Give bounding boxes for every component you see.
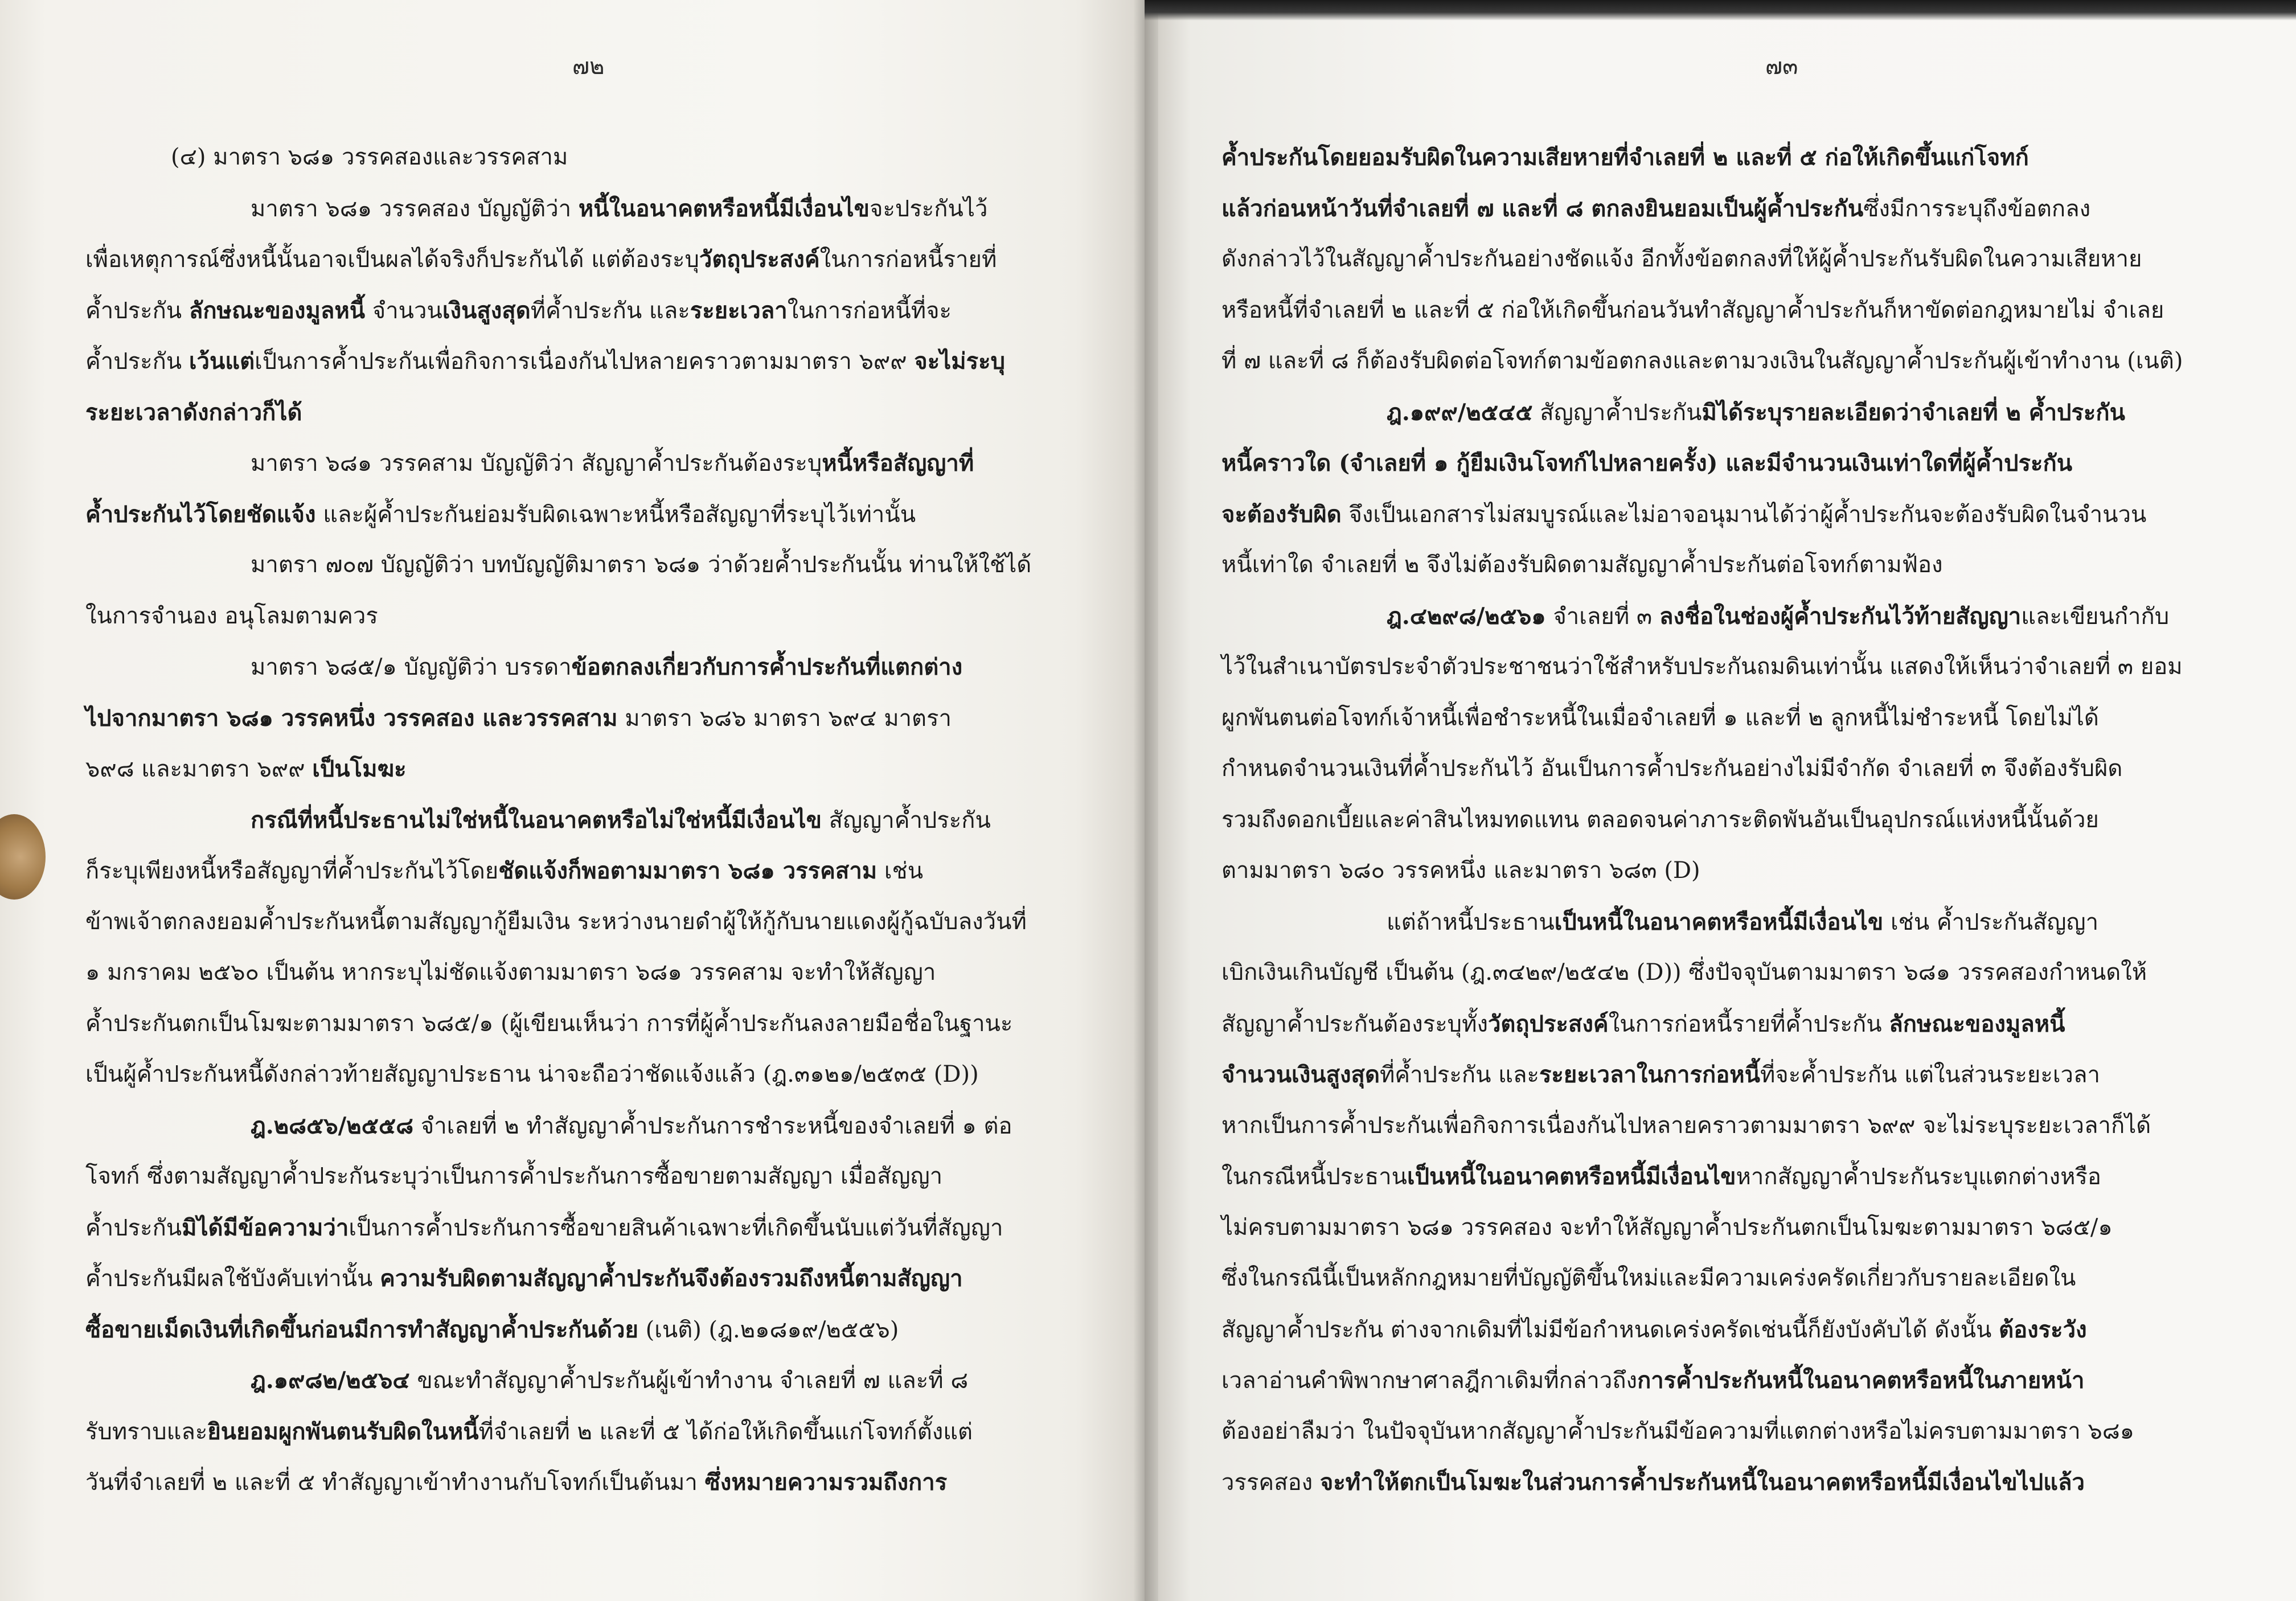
bold-text: ฎ.๒๘๕๖/๒๕๕๘ [251, 1112, 414, 1139]
left-text-line [85, 897, 1076, 948]
text-run: เวลาอ่านคำพิพากษาศาลฎีกาเดิมที่กล่าวถึง [1221, 1368, 1638, 1394]
text-run: ๖๙๘ และมาตรา ๖๙๙ [85, 756, 313, 782]
bold-text: ฎ.๑๙๘๒/๒๕๖๔ [251, 1367, 410, 1394]
text-run: ตามมาตรา ๖๘๐ วรรคหนึ่ง และมาตรา ๖๘๓ (D) [1221, 857, 1700, 884]
bold-text: จะไม่ระบุ [914, 348, 1006, 375]
bold-text: ต้องระวัง [1999, 1316, 2087, 1343]
left-text-line [85, 1101, 1076, 1152]
right-page-body [1221, 132, 2246, 1508]
text-run: ผูกพันตนต่อโจทก์เจ้าหนี้เพื่อชำระหนี้ในเมื่อจำเลยที่ ๑ และที่ ๒ ลูกหนี้ไม่ชำระหนี้ โดยไม่ได้ [1221, 704, 2099, 731]
bold-text: เงินสูงสุด [442, 297, 531, 324]
right-text-line [1221, 1355, 2246, 1406]
bold-text: มิได้ระบุรายละเอียดว่าจำเลยที่ ๒ ค้ำประกัน [1702, 399, 2125, 426]
text-run: ซึ่งในกรณีนี้เป็นหลักกฎหมายที่บัญญัติขึ้นใหม่และมีความเคร่งครัดเกี่ยวกับรายละเอียดใน [1221, 1265, 2076, 1291]
left-text-line [85, 489, 1076, 540]
text-run: มาตรา ๗๐๗ บัญญัติว่า บทบัญญัติมาตรา ๖๘๑ ว่าด้วยค้ำประกันนั้น ท่านให้ใช้ได้ [251, 552, 1032, 578]
right-text-line [1221, 234, 2246, 285]
text-run: หนี้เท่าใด จำเลยที่ ๒ จึงไม่ต้องรับผิดตามสัญญาค้ำประกันต่อโจทก์ตามฟ้อง [1221, 552, 1943, 578]
text-run: (๔) มาตรา ๖๘๑ วรรคสองและวรรคสาม [171, 144, 568, 170]
left-text-line [85, 642, 1076, 693]
text-run: แต่ถ้าหนี้ประธาน [1387, 909, 1555, 935]
text-run: หรือหนี้ที่จำเลยที่ ๒ และที่ ๕ ก่อให้เกิดขึ้นก่อนวันทำสัญญาค้ำประกันก็หาขัดต่อกฎหมายไม่ จำเลย [1221, 297, 2164, 323]
left-page [0, 0, 1145, 1601]
left-text-line [85, 540, 1076, 591]
right-text-line [1221, 1151, 2246, 1202]
bold-text: จะต้องรับผิด [1221, 500, 1342, 528]
text-run: และผู้ค้ำประกันย่อมรับผิดเฉพาะหนี้หรือสัญญาที่ระบุไว้เท่านั้น [315, 501, 916, 528]
text-run: เบิกเงินเกินบัญชี เป็นต้น (ฎ.๓๔๒๙/๒๕๔๒ (D)) ซึ่งปัจจุบันตามมาตรา ๖๘๑ วรรคสองกำหนดให้ [1221, 959, 2147, 986]
bold-text: ค้ำประกันโดยยอมรับผิดในความเสียหายที่จำเลยที่ ๒ และที่ ๕ ก่อให้เกิดขึ้นแก่โจทก์ [1221, 144, 2029, 171]
text-run: เป็นการค้ำประกันการซื้อขายสินค้าเฉพาะที่เกิดขึ้นนับแต่วันที่สัญญา [348, 1214, 1003, 1241]
right-text-line [1221, 1202, 2246, 1254]
left-text-line [85, 591, 1076, 642]
bold-text: การค้ำประกันหนี้ในอนาคตหรือหนี้ในภายหน้า [1637, 1367, 2085, 1394]
left-page-body [85, 132, 1076, 1508]
right-text-line [1221, 642, 2246, 693]
bold-text: เป็นหนี้ในอนาคตหรือหนี้มีเงื่อนไข [1554, 908, 1884, 935]
text-run: และเขียนกำกับ [2021, 603, 2170, 630]
bold-text: ความรับผิดตามสัญญาค้ำประกันจึงต้องรวมถึงหนี้ตามสัญญา [380, 1265, 963, 1292]
bold-text: ระยะเวลาดังกล่าวก็ได้ [85, 399, 302, 426]
right-text-line [1221, 795, 2246, 846]
text-run: โจทก์ ซึ่งตามสัญญาค้ำประกันระบุว่าเป็นการค้ำประกันการซื้อขายตามสัญญา เมื่อสัญญา [85, 1163, 943, 1189]
left-text-line [85, 845, 1076, 897]
bold-text: ข้อตกลงเกี่ยวกับการค้ำประกันที่แตกต่าง [571, 654, 963, 680]
left-text-line [85, 999, 1076, 1050]
bold-text: ยินยอมผูกพันตนรับผิดในหนี้ [207, 1418, 479, 1445]
text-run: ในการก่อหนี้ที่จะ [787, 297, 952, 324]
left-page-number: ๗๒ [572, 54, 605, 80]
text-run: ต้องอย่าลืมว่า ในปัจจุบันหากสัญญาค้ำประกันมีข้อความที่แตกต่างหรือไม่ครบตามมาตรา ๖๘๑ [1221, 1418, 2135, 1444]
text-run: (เนติ) (ฎ.๒๑๘๑๙/๒๕๕๖) [638, 1316, 899, 1343]
text-run: ดังกล่าวไว้ในสัญญาค้ำประกันอย่างชัดแจ้ง อีกทั้งข้อตกลงที่ให้ผู้ค้ำประกันรับผิดในความเสียหาย [1221, 246, 2142, 272]
bold-text: กรณีที่หนี้ประธานไม่ใช่หนี้ในอนาคตหรือไม่ใช่หนี้มีเงื่อนไข [251, 806, 822, 834]
right-text-line [1221, 1406, 2246, 1458]
left-text-line [85, 183, 1076, 235]
right-text-line [1221, 387, 2246, 438]
text-run: จำนวน [365, 297, 442, 324]
right-page-number: ๗๓ [1765, 54, 1798, 80]
left-text-line [85, 947, 1076, 999]
text-run: สัญญาค้ำประกัน ต่างจากเดิมที่ไม่มีข้อกำหนดเคร่งครัดเช่นนี้ก็ยังบังคับได้ ดังนั้น [1221, 1316, 1999, 1343]
text-run: จะประกันไว้ [870, 195, 988, 222]
text-run: หากเป็นการค้ำประกันเพื่อกิจการเนื่องกันไปหลายคราวตามมาตรา ๖๙๙ จะไม่ระบุระยะเวลาก็ได้ [1221, 1112, 2151, 1139]
bold-text: หนี้คราวใด (จำเลยที่ ๑ กู้ยืมเงินโจทก์ไปหลายครั้ง) และมีจำนวนเงินเท่าใดที่ผู้ค้ำประกัน [1221, 450, 2073, 477]
text-run: รวมถึงดอกเบี้ยและค่าสินไหมทดแทน ตลอดจนค่าภาระติดพันอันเป็นอุปกรณ์แห่งหนี้นั้นด้วย [1221, 806, 2099, 833]
text-run: จำเลยที่ ๓ [1545, 603, 1659, 630]
right-text-line [1221, 1253, 2246, 1304]
text-run: วรรคสอง [1221, 1469, 1320, 1496]
bold-text: ลักษณะของมูลหนี้ [1889, 1010, 2065, 1037]
text-run: ที่ ๗ และที่ ๘ ก็ต้องรับผิดต่อโจทก์ตามข้อตกลงและตามวงเงินในสัญญาค้ำประกันผู้เข้าทำงาน (เนติ) [1221, 348, 2183, 374]
right-text-line [1221, 897, 2246, 948]
bold-text: ระยะเวลาในการก่อหนี้ [1539, 1061, 1760, 1088]
text-run: ค้ำประกัน [85, 297, 189, 324]
right-text-line [1221, 1101, 2246, 1152]
bold-text: หนี้หรือสัญญาที่ [822, 450, 974, 477]
right-text-line [1221, 947, 2246, 999]
text-run: จึงเป็นเอกสารไม่สมบูรณ์และไม่อาจอนุมานได้ว่าผู้ค้ำประกันจะต้องรับผิดในจำนวน [1341, 501, 2147, 528]
right-text-line [1221, 183, 2246, 235]
right-page [1145, 0, 2296, 1601]
text-run: เพื่อเหตุการณ์ซึ่งหนี้นั้นอาจเป็นผลได้จริงก็ประกันได้ แต่ต้องระบุ [85, 247, 699, 273]
right-text-line [1221, 591, 2246, 642]
left-text-line [85, 285, 1076, 336]
left-text-line [85, 387, 1076, 438]
text-run: สัญญาค้ำประกันต้องระบุทั้ง [1221, 1011, 1488, 1037]
text-run: สัญญาค้ำประกัน [821, 807, 991, 834]
text-run: มาตรา ๖๘๑ วรรคสอง บัญญัติว่า [251, 195, 579, 222]
text-run: มาตรา ๖๘๖ มาตรา ๖๙๔ มาตรา [617, 705, 952, 732]
text-run: กำหนดจำนวนเงินที่ค้ำประกันไว้ อันเป็นการค้ำประกันอย่างไม่มีจำกัด จำเลยที่ ๓ จึงต้องรับผิด [1221, 756, 2123, 782]
bold-text: มิได้มีข้อความว่า [182, 1214, 349, 1241]
text-run: ๑ มกราคม ๒๕๖๐ เป็นต้น หากระบุไม่ชัดแจ้งตามมาตรา ๖๘๑ วรรคสาม จะทำให้สัญญา [85, 959, 936, 986]
text-run: ในการจำนอง อนุโลมตามควร [85, 602, 378, 629]
text-run: ไว้ในสำเนาบัตรประจำตัวประชาชนว่าใช้สำหรับประกันถมดินเท่านั้น แสดงให้เห็นว่าจำเลยที่ ๓ ยอม [1221, 654, 2183, 680]
text-run: มาตรา ๖๘๑ วรรคสาม บัญญัติว่า สัญญาค้ำประกันต้องระบุ [251, 450, 822, 477]
left-text-line [85, 234, 1076, 285]
text-run: รับทราบและ [85, 1418, 208, 1445]
left-text-line [85, 438, 1076, 489]
right-text-line [1221, 540, 2246, 591]
bold-text: เป็นหนี้ในอนาคตหรือหนี้มีเงื่อนไข [1407, 1163, 1736, 1190]
text-run: ในกรณีหนี้ประธาน [1221, 1164, 1407, 1190]
book-gutter [1133, 0, 1158, 1601]
text-run: หากสัญญาค้ำประกันระบุแตกต่างหรือ [1736, 1164, 2101, 1190]
right-text-line [1221, 744, 2246, 795]
bold-text: วัตถุประสงค์ [1487, 1010, 1609, 1037]
left-text-line [85, 795, 1076, 846]
bold-text: ลงชื่อในช่องผู้ค้ำประกันไว้ท้ายสัญญา [1659, 602, 2022, 630]
bold-text: ระยะเวลา [690, 297, 788, 324]
right-text-line [1221, 693, 2246, 744]
bold-text: ฎ.๔๒๙๘/๒๕๖๑ [1387, 602, 1546, 630]
text-run: เป็นผู้ค้ำประกันหนี้ดังกล่าวท้ายสัญญาประธาน น่าจะถือว่าชัดแจ้งแล้ว (ฎ.๓๑๒๑/๒๕๓๕ (D)) [85, 1061, 979, 1087]
left-text-line [85, 1355, 1076, 1406]
text-run: เช่น [877, 858, 924, 884]
right-text-line [1221, 285, 2246, 336]
text-run: ที่จำเลยที่ ๒ และที่ ๕ ได้ก่อให้เกิดขึ้นแก่โจทก์ตั้งแต่ [478, 1418, 973, 1445]
text-run: ซึ่งมีการระบุถึงข้อตกลง [1863, 195, 2091, 222]
right-text-line [1221, 999, 2246, 1050]
text-run: สัญญาค้ำประกัน [1532, 399, 1702, 426]
text-run: ในการก่อหนี้รายที่ [819, 247, 997, 273]
text-run: วันที่จำเลยที่ ๒ และที่ ๕ ทำสัญญาเข้าทำงานกับโจทก์เป็นต้นมา [85, 1469, 705, 1496]
text-run: เช่น ค้ำประกันสัญญา [1883, 909, 2099, 935]
bold-text: ค้ำประกันไว้โดยชัดแจ้ง [85, 500, 316, 528]
text-run: ค้ำประกันตกเป็นโมฆะตามมาตรา ๖๘๕/๑ (ผู้เขียนเห็นว่า การที่ผู้ค้ำประกันลงลายมือชื่อในฐานะ [85, 1010, 1013, 1037]
left-text-line [85, 744, 1076, 795]
bold-text: ไปจากมาตรา ๖๘๑ วรรคหนึ่ง วรรคสอง และวรรคสาม [85, 704, 618, 732]
left-text-line [85, 1253, 1076, 1304]
text-run: ขณะทำสัญญาค้ำประกันผู้เข้าทำงาน จำเลยที่ ๗ และที่ ๘ [409, 1368, 969, 1394]
bold-text: จะทำให้ตกเป็นโมฆะในส่วนการค้ำประกันหนี้ในอนาคตหรือหนี้มีเงื่อนไขไปแล้ว [1319, 1469, 2085, 1496]
left-text-line [85, 1457, 1076, 1508]
text-run: จำเลยที่ ๒ ทำสัญญาค้ำประกันการชำระหนี้ของจำเลยที่ ๑ ต่อ [413, 1113, 1012, 1139]
bold-text: ลักษณะของมูลหนี้ [188, 297, 366, 324]
left-text-line [85, 132, 1076, 183]
bold-text: หนี้ในอนาคตหรือหนี้มีเงื่อนไข [578, 195, 870, 222]
left-text-line [85, 693, 1076, 744]
text-run: ในการก่อหนี้รายที่ค้ำประกัน [1608, 1011, 1889, 1037]
bold-text: ชัดแจ้งก็พอตามมาตรา ๖๘๑ วรรคสาม [498, 857, 878, 884]
scan-edge-shadow [1145, 0, 2296, 20]
bold-text: จำนวนเงินสูงสุด [1221, 1061, 1380, 1088]
text-run: เป็นการค้ำประกันเพื่อกิจการเนื่องกันไปหลายคราวตามมาตรา ๖๙๙ [255, 348, 915, 375]
right-text-line [1221, 1457, 2246, 1508]
text-run: ค้ำประกัน [85, 348, 189, 375]
bold-text: ฎ.๑๙๙/๒๕๔๕ [1387, 399, 1533, 426]
text-run: ที่ค้ำประกัน และ [530, 297, 690, 324]
text-run: ที่จะค้ำประกัน แต่ในส่วนระยะเวลา [1760, 1062, 2100, 1088]
text-run: ค้ำประกันมีผลใช้บังคับเท่านั้น [85, 1266, 380, 1292]
right-text-line [1221, 1304, 2246, 1356]
right-text-line [1221, 489, 2246, 540]
left-text-line [85, 1151, 1076, 1202]
bold-text: ซื้อขายเม็ดเงินที่เกิดขึ้นก่อนมีการทำสัญญาค้ำประกันด้วย [85, 1316, 638, 1343]
text-run: ก็ระบุเพียงหนี้หรือสัญญาที่ค้ำประกันไว้โดย [85, 858, 499, 884]
text-run: ค้ำประกัน [85, 1214, 182, 1241]
left-text-line [85, 1406, 1076, 1458]
text-run: ไม่ครบตามมาตรา ๖๘๑ วรรคสอง จะทำให้สัญญาค้ำประกันตกเป็นโมฆะตามมาตรา ๖๘๕/๑ [1221, 1214, 2113, 1241]
left-text-line [85, 1202, 1076, 1254]
bookmark-tab [0, 814, 46, 900]
right-text-line [1221, 336, 2246, 387]
left-text-line [85, 1049, 1076, 1101]
text-run: ที่ค้ำประกัน และ [1379, 1062, 1539, 1088]
right-text-line [1221, 132, 2246, 183]
text-run: ข้าพเจ้าตกลงยอมค้ำประกันหนี้ตามสัญญากู้ยืมเงิน ระหว่างนายดำผู้ให้กู้กับนายแดงผู้กู้ฉบับลงวันที่ [85, 908, 1027, 935]
right-text-line [1221, 438, 2246, 489]
bold-text: เป็นโมฆะ [312, 756, 407, 782]
right-text-line [1221, 845, 2246, 897]
bold-text: ซึ่งหมายความรวมถึงการ [704, 1469, 948, 1496]
bold-text: เว้นแต่ [188, 348, 255, 375]
right-text-line [1221, 1049, 2246, 1101]
left-text-line [85, 336, 1076, 387]
bold-text: แล้วก่อนหน้าวันที่จำเลยที่ ๗ และที่ ๘ ตกลงยินยอมเป็นผู้ค้ำประกัน [1221, 195, 1864, 222]
text-run: มาตรา ๖๘๕/๑ บัญญัติว่า บรรดา [251, 654, 572, 680]
bold-text: วัตถุประสงค์ [699, 246, 820, 273]
left-text-line [85, 1304, 1076, 1356]
